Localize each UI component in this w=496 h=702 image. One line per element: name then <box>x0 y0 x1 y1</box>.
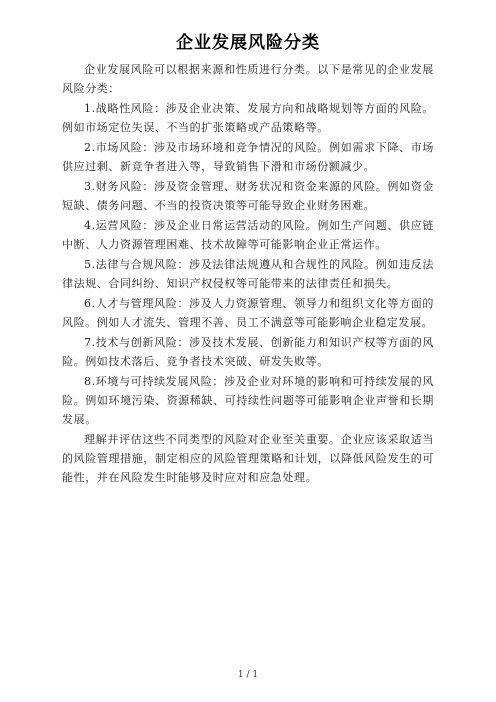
document-title: 企业发展风险分类 <box>176 33 320 53</box>
paragraph-operational-risk: 4.运营风险：涉及企业日常运营活动的风险。例如生产问题、供应链中断、人力资源管理困难、技术故障等可能影响企业正常运作。 <box>62 219 434 251</box>
paragraph-environment-risk: 8.环境与可持续发展风险：涉及企业对环境的影响和可持续发展的风险。例如环境污染、资源稀缺、可持续性问题等可能影响企业声誉和长期发展。 <box>62 375 434 426</box>
document-body <box>62 60 434 488</box>
paragraph-conclusion: 理解并评估这些不同类型的风险对企业至关重要。企业应该采取适当的风险管理措施，制定相应的风险管理策略和计划，以降低风险发生的可能性，并在风险发生时能够及时应对和应急处理。 <box>62 433 434 484</box>
paragraph-talent-risk: 6.人才与管理风险：涉及人力资源管理、领导力和组织文化等方面的风险。例如人才流失、管理不善、员工不满意等可能影响企业稳定发展。 <box>62 297 434 329</box>
page-number: 1 / 1 <box>237 670 259 680</box>
paragraph-market-risk: 2.市场风险：涉及市场环境和竞争情况的风险。例如需求下降、市场供应过剩、新竞争者进入等，导致销售下滑和市场份额减少。 <box>62 141 434 173</box>
paragraph-financial-risk: 3.财务风险：涉及资金管理、财务状况和资金来源的风险。例如资金短缺、债务问题、不当的投资决策等可能导致企业财务困难。 <box>62 180 434 212</box>
paragraph-strategic-risk: 1.战略性风险：涉及企业决策、发展方向和战略规划等方面的风险。例如市场定位失误、不当的扩张策略或产品策略等。 <box>62 102 434 134</box>
paragraph-intro: 企业发展风险可以根据来源和性质进行分类。以下是常见的企业发展风险分类： <box>62 63 434 95</box>
paragraph-technology-risk: 7.技术与创新风险：涉及技术发展、创新能力和知识产权等方面的风险。例如技术落后、竞争者技术突破、研发失败等。 <box>62 336 434 368</box>
paragraph-legal-risk: 5.法律与合规风险：涉及法律法规遵从和合规性的风险。例如违反法律法规、合同纠纷、知识产权侵权等可能带来的法律责任和损失。 <box>62 258 434 290</box>
